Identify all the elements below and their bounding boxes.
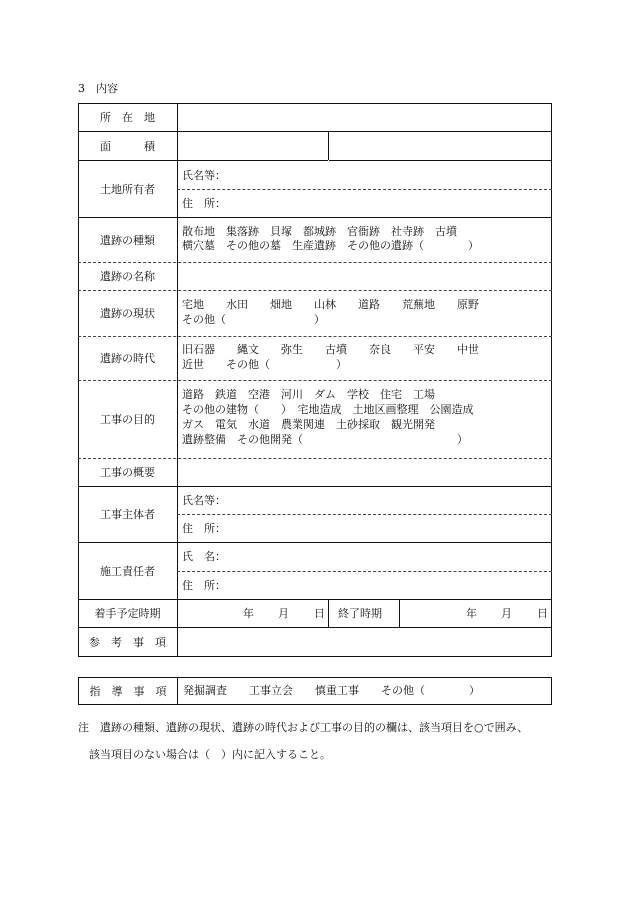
site-type-options-line1: 散布地 集落跡 貝塚 都城跡 官衙跡 社寺跡 古墳: [182, 225, 457, 238]
guidance-box: [78, 677, 552, 705]
site-status-options-line2: その他（ ）: [182, 313, 325, 326]
owner-inner-divider: [177, 189, 552, 190]
end-day-unit: 日: [537, 607, 548, 620]
work-owner-name-prefix: 氏名等：: [182, 494, 226, 507]
work-purpose-label: 工事の目的: [100, 413, 155, 426]
contractor-address-prefix: 住 所：: [182, 579, 226, 592]
survey-form-table: [78, 103, 552, 656]
work-purpose-options-line2: その他の建物（ ） 宅地造成 土地区画整理 公園造成: [182, 403, 474, 416]
table-border-bottom: [78, 656, 552, 657]
section-heading: 3 内容: [78, 82, 118, 95]
work-owner-address-prefix: 住 所：: [182, 522, 226, 535]
site-era-options-line1: 旧石器 縄文 弥生 古墳 奈良 平安 中世: [182, 343, 479, 356]
work-outline-label: 工事の概要: [100, 466, 155, 479]
end-month-unit: 月: [501, 607, 512, 620]
work-owner-label: 工事主体者: [100, 508, 155, 521]
site-status-label: 遺跡の現状: [100, 307, 155, 320]
area-label: 面 積: [100, 139, 155, 153]
site-era-options-line2: 近世 その他（ ）: [182, 358, 347, 371]
work-purpose-options-line4: 遺跡整備 その他開発（ ）: [182, 433, 468, 446]
site-name-label: 遺跡の名称: [100, 270, 155, 283]
guidance-label: 指 導 事 項: [89, 685, 167, 698]
land-owner-label: 土地所有者: [100, 182, 155, 196]
reference-label: 参 考 事 項: [89, 635, 166, 649]
site-status-options-line1: 宅地 水田 畑地 山林 道路 荒蕪地 原野: [182, 298, 479, 311]
schedule-divider: [328, 599, 329, 627]
owner-address-prefix: 住 所：: [182, 197, 226, 210]
work-owner-inner-divider: [177, 514, 552, 515]
contractor-name-prefix: 氏 名：: [182, 550, 226, 563]
area-cell-divider: [328, 131, 329, 160]
end-year-unit: 年: [466, 607, 477, 620]
start-day-unit: 日: [314, 607, 325, 620]
contractor-inner-divider: [177, 571, 552, 572]
guidance-options: 発掘調査 工事立会 慎重工事 その他（ ）: [183, 684, 480, 697]
guidance-divider: [177, 678, 178, 704]
start-date-label: 着手予定時期: [94, 607, 161, 620]
work-purpose-options-line1: 道路 鉄道 空港 河川 ダム 学校 住宅 工場: [182, 388, 435, 401]
start-year-unit: 年: [243, 607, 254, 620]
contractor-label: 施工責任者: [100, 564, 155, 578]
site-era-label: 遺跡の時代: [100, 352, 155, 365]
note-line1: 注 遺跡の種類、遺跡の現状、遺跡の時代および工事の目的の欄は、該当項目を○で囲み、: [78, 721, 529, 734]
row-separator: [329, 160, 552, 161]
location-label: 所 在 地: [100, 111, 155, 124]
owner-name-prefix: 氏名等：: [182, 169, 226, 182]
note-line2: 該当項目のない場合は（ ）内に記入すること。: [78, 748, 331, 761]
site-type-label: 遺跡の種類: [100, 233, 155, 247]
site-type-options-line2: 横穴墓 その他の墓 生産遺跡 その他の遺跡（ ）: [182, 239, 479, 252]
start-month-unit: 月: [278, 607, 289, 620]
schedule-divider: [399, 599, 400, 627]
end-date-label: 終了時期: [338, 607, 382, 620]
work-purpose-options-line3: ガス 電気 水道 農業関連 土砂採取 観光開発: [182, 418, 435, 431]
